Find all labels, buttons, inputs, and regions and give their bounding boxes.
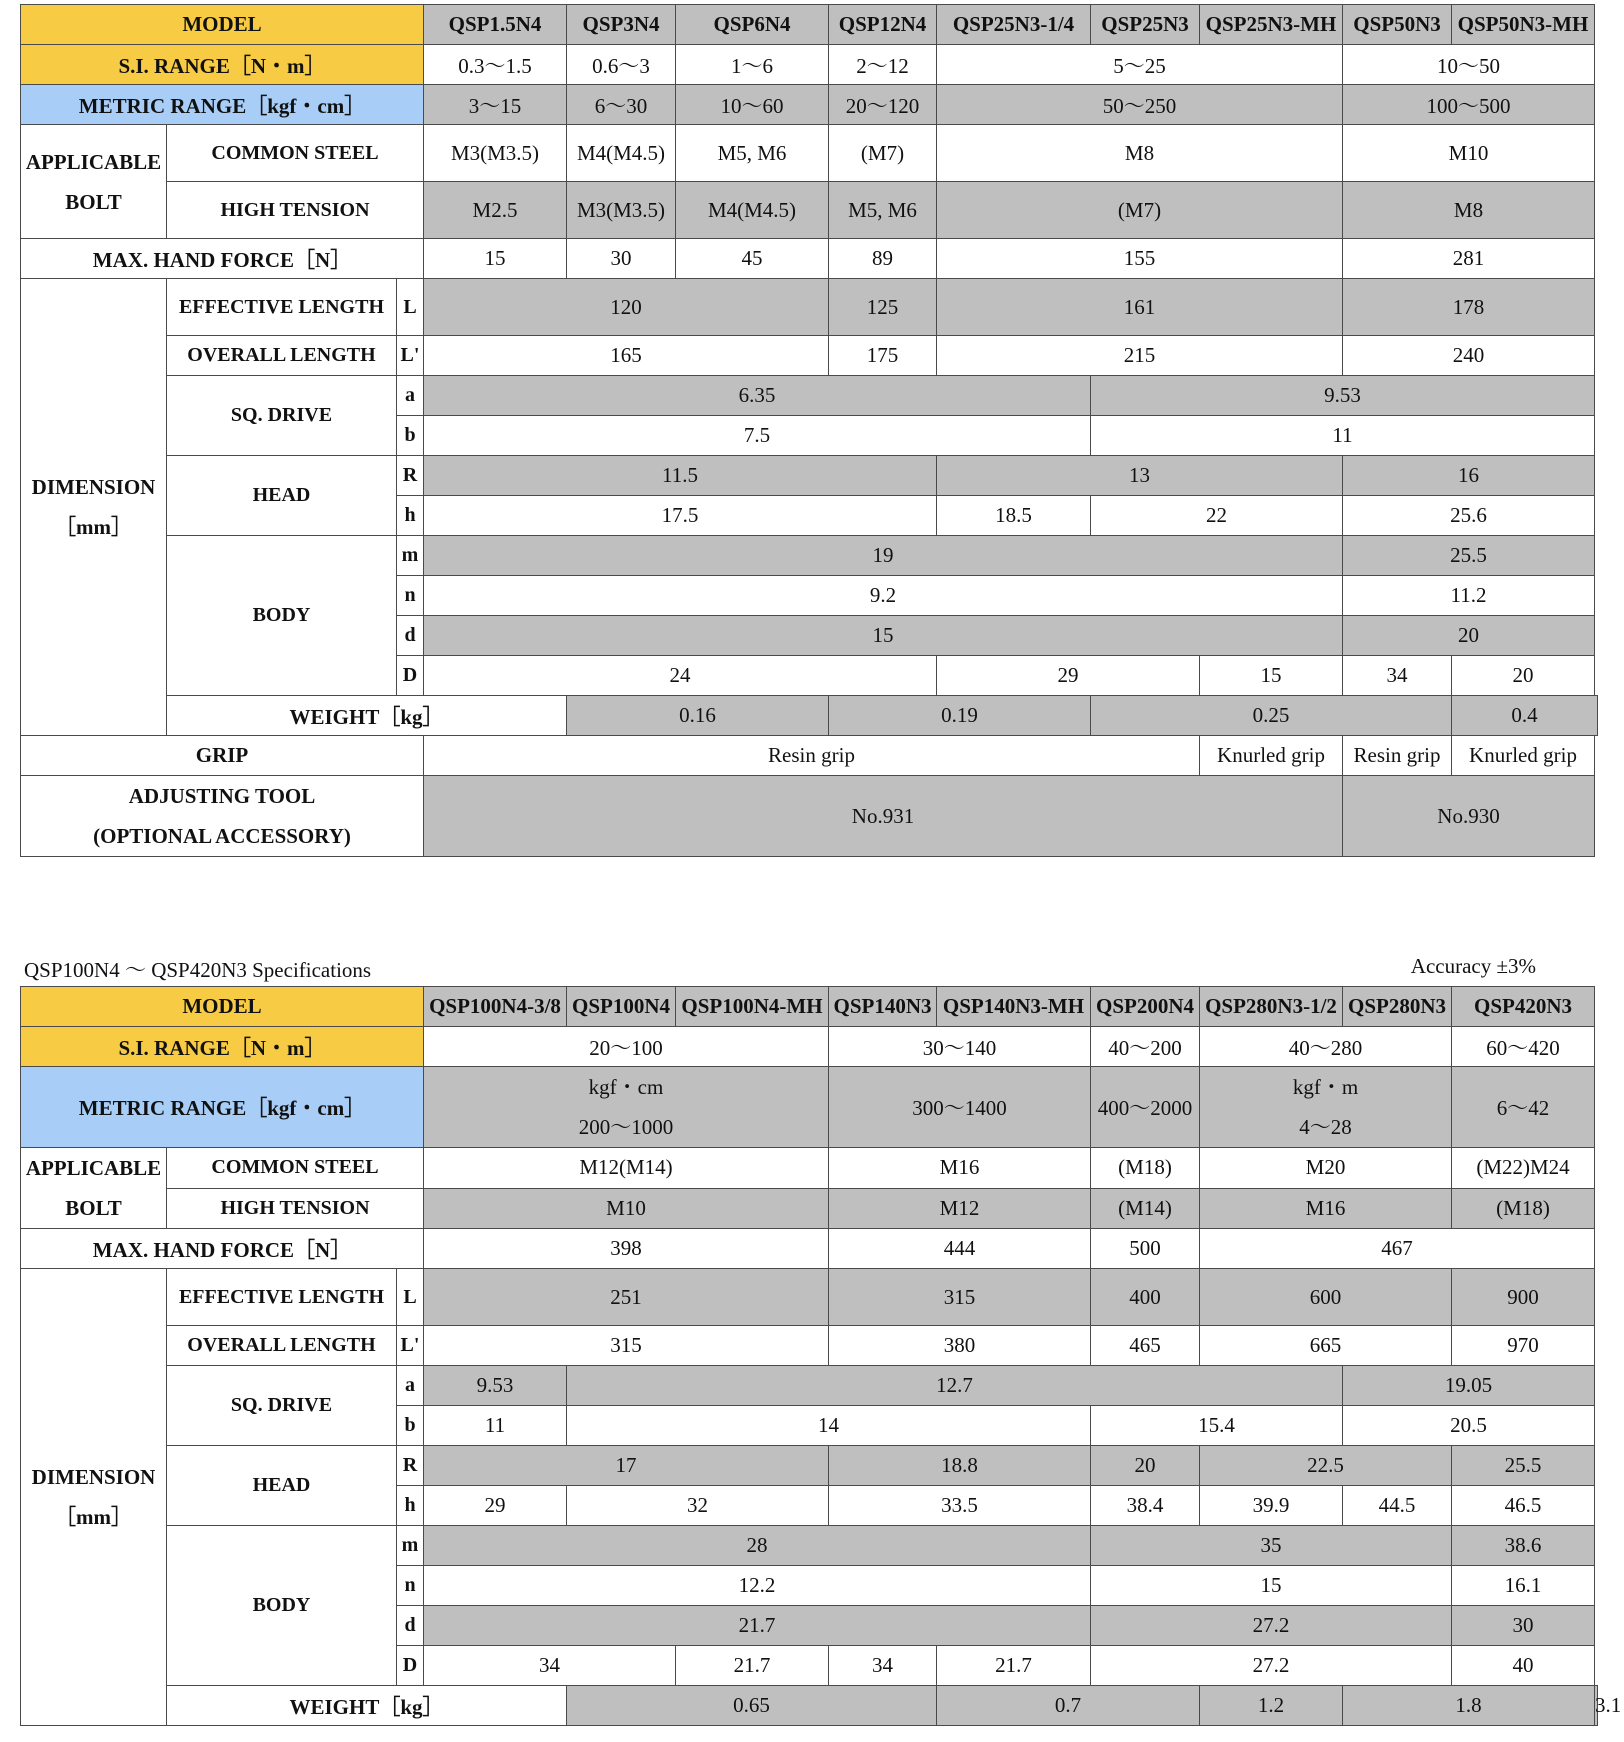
adjusting-tool-cell: No.931 — [424, 776, 1343, 857]
common-steel-cell: (M7) — [829, 125, 937, 182]
model-header: MODEL — [21, 987, 424, 1027]
body-D-cell: 21.7 — [937, 1646, 1091, 1686]
overall-length-cell: 165 — [424, 336, 829, 376]
body-m-cell: 35 — [1091, 1526, 1452, 1566]
head-h-cell: 29 — [424, 1486, 567, 1526]
effective-length-cell: 251 — [424, 1269, 829, 1326]
body-n-cell: 12.2 — [424, 1566, 1091, 1606]
head-h-cell: 46.5 — [1452, 1486, 1595, 1526]
weight-cell: 0.25 — [1091, 696, 1452, 736]
dimension-header: DIMENSION ［mm］ — [21, 1269, 167, 1726]
symbol-cell: n — [397, 1566, 424, 1606]
symbol-cell: d — [397, 1606, 424, 1646]
metric-range-cell: kgf・m 4〜28 — [1200, 1067, 1452, 1148]
sq-drive-label: SQ. DRIVE — [167, 376, 397, 456]
sq-drive-b-cell: 11 — [1091, 416, 1595, 456]
effective-length-cell: 161 — [937, 279, 1343, 336]
model-cell: QSP12N4 — [829, 5, 937, 45]
symbol-cell: R — [397, 1446, 424, 1486]
accuracy-note: Accuracy ±3% — [1410, 954, 1536, 978]
head-r-cell: 18.8 — [829, 1446, 1091, 1486]
model-cell: QSP100N4-3/8 — [424, 987, 567, 1027]
common-steel-cell: M8 — [937, 125, 1343, 182]
weight-cell: 3.1 — [1595, 1686, 1598, 1726]
body-D-cell: 29 — [937, 656, 1200, 696]
common-steel-cell: M10 — [1343, 125, 1595, 182]
si-range-cell: 0.3〜1.5 — [424, 45, 567, 85]
max-hand-force-cell: 444 — [829, 1229, 1091, 1269]
body-D-cell: 24 — [424, 656, 937, 696]
overall-length-cell: 240 — [1343, 336, 1595, 376]
common-steel-cell: M3(M3.5) — [424, 125, 567, 182]
weight-cell: 1.8 — [1343, 1686, 1595, 1726]
overall-length-cell: 665 — [1200, 1326, 1452, 1366]
si-range-cell: 1〜6 — [676, 45, 829, 85]
head-h-cell: 17.5 — [424, 496, 937, 536]
body-d-cell: 20 — [1343, 616, 1595, 656]
head-h-cell: 39.9 — [1200, 1486, 1343, 1526]
metric-range-cell: 10〜60 — [676, 85, 829, 125]
grip-cell: Resin grip — [424, 736, 1200, 776]
adjusting-tool-cell: No.930 — [1343, 776, 1595, 857]
high-tension-cell: M3(M3.5) — [567, 182, 676, 239]
model-cell: QSP140N3-MH — [937, 987, 1091, 1027]
common-steel-cell: M12(M14) — [424, 1148, 829, 1189]
symbol-cell: a — [397, 376, 424, 416]
overall-length-cell: 970 — [1452, 1326, 1595, 1366]
body-D-cell: 21.7 — [676, 1646, 829, 1686]
max-hand-force-cell: 155 — [937, 239, 1343, 279]
high-tension-cell: M12 — [829, 1188, 1091, 1229]
grip-header: GRIP — [21, 736, 424, 776]
body-label: BODY — [167, 536, 397, 696]
symbol-cell: a — [397, 1366, 424, 1406]
symbol-cell: h — [397, 496, 424, 536]
max-hand-force-cell: 467 — [1200, 1229, 1595, 1269]
si-range-cell: 40〜200 — [1091, 1027, 1200, 1067]
si-range-cell: 2〜12 — [829, 45, 937, 85]
body-m-cell: 25.5 — [1343, 536, 1595, 576]
model-cell: QSP25N3-MH — [1200, 5, 1343, 45]
max-hand-force-header: MAX. HAND FORCE［N］ — [21, 1229, 424, 1269]
head-r-cell: 20 — [1091, 1446, 1200, 1486]
overall-length-cell: 175 — [829, 336, 937, 376]
model-cell: QSP280N3 — [1343, 987, 1452, 1027]
model-cell: QSP3N4 — [567, 5, 676, 45]
head-r-cell: 13 — [937, 456, 1343, 496]
body-D-cell: 34 — [1343, 656, 1452, 696]
si-range-cell: 10〜50 — [1343, 45, 1595, 85]
head-r-cell: 16 — [1343, 456, 1595, 496]
body-d-cell: 27.2 — [1091, 1606, 1452, 1646]
grip-cell: Knurled grip — [1200, 736, 1343, 776]
high-tension-cell: M2.5 — [424, 182, 567, 239]
body-n-cell: 15 — [1091, 1566, 1452, 1606]
effective-length-label: EFFECTIVE LENGTH — [167, 279, 397, 336]
common-steel-cell: M5, M6 — [676, 125, 829, 182]
effective-length-cell: 120 — [424, 279, 829, 336]
sq-drive-a-cell: 6.35 — [424, 376, 1091, 416]
high-tension-cell: M16 — [1200, 1188, 1452, 1229]
high-tension-cell: M10 — [424, 1188, 829, 1229]
model-cell: QSP200N4 — [1091, 987, 1200, 1027]
common-steel-cell: (M22)M24 — [1452, 1148, 1595, 1189]
common-steel-cell: M16 — [829, 1148, 1091, 1189]
overall-length-cell: 465 — [1091, 1326, 1200, 1366]
symbol-cell: L — [397, 1269, 424, 1326]
body-d-cell: 15 — [424, 616, 1343, 656]
metric-range-cell: 50〜250 — [937, 85, 1343, 125]
head-label: HEAD — [167, 456, 397, 536]
body-m-cell: 28 — [424, 1526, 1091, 1566]
head-h-cell: 38.4 — [1091, 1486, 1200, 1526]
weight-cell: 0.16 — [567, 696, 829, 736]
metric-unit-note: kgf・cm — [588, 1075, 664, 1099]
symbol-cell: m — [397, 1526, 424, 1566]
high-tension-cell: (M18) — [1452, 1188, 1595, 1229]
body-D-cell: 34 — [829, 1646, 937, 1686]
max-hand-force-cell: 89 — [829, 239, 937, 279]
overall-length-cell: 380 — [829, 1326, 1091, 1366]
head-h-cell: 25.6 — [1343, 496, 1595, 536]
applicable-bolt-header: APPLICABLE BOLT — [21, 125, 167, 239]
sq-drive-b-cell: 20.5 — [1343, 1406, 1595, 1446]
body-n-cell: 9.2 — [424, 576, 1343, 616]
table-2-title: QSP100N4 〜 QSP420N3 Specifications — [24, 958, 372, 982]
effective-length-cell: 600 — [1200, 1269, 1452, 1326]
common-steel-cell: M4(M4.5) — [567, 125, 676, 182]
weight-cell: 0.19 — [829, 696, 1091, 736]
sq-drive-b-cell: 15.4 — [1091, 1406, 1343, 1446]
common-steel-cell: M20 — [1200, 1148, 1452, 1189]
body-m-cell: 38.6 — [1452, 1526, 1595, 1566]
si-range-cell: 20〜100 — [424, 1027, 829, 1067]
sq-drive-label: SQ. DRIVE — [167, 1366, 397, 1446]
metric-range-cell: 300〜1400 — [829, 1067, 1091, 1148]
body-D-cell: 34 — [424, 1646, 676, 1686]
si-range-cell: 30〜140 — [829, 1027, 1091, 1067]
effective-length-cell: 125 — [829, 279, 937, 336]
max-hand-force-cell: 500 — [1091, 1229, 1200, 1269]
metric-range-cell: 400〜2000 — [1091, 1067, 1200, 1148]
dimension-header: DIMENSION ［mm］ — [21, 279, 167, 736]
body-d-cell: 21.7 — [424, 1606, 1091, 1646]
table-2-caption — [24, 948, 1536, 984]
symbol-cell: b — [397, 1406, 424, 1446]
overall-length-cell: 315 — [424, 1326, 829, 1366]
head-h-cell: 22 — [1091, 496, 1343, 536]
effective-length-cell: 900 — [1452, 1269, 1595, 1326]
head-h-cell: 33.5 — [829, 1486, 1091, 1526]
body-D-cell: 20 — [1452, 656, 1595, 696]
symbol-cell: d — [397, 616, 424, 656]
high-tension-cell: M5, M6 — [829, 182, 937, 239]
high-tension-cell: (M7) — [937, 182, 1343, 239]
weight-cell: 0.4 — [1452, 696, 1598, 736]
metric-range-cell: 6〜42 — [1452, 1067, 1595, 1148]
max-hand-force-cell: 30 — [567, 239, 676, 279]
head-r-cell: 11.5 — [424, 456, 937, 496]
metric-range-cell: kgf・cm 200〜1000 — [424, 1067, 829, 1148]
body-D-cell: 27.2 — [1091, 1646, 1452, 1686]
body-label: BODY — [167, 1526, 397, 1686]
metric-range-header: METRIC RANGE［kgf・cm］ — [21, 85, 424, 125]
symbol-cell: n — [397, 576, 424, 616]
model-cell: QSP420N3 — [1452, 987, 1595, 1027]
overall-length-cell: 215 — [937, 336, 1343, 376]
si-range-cell: 40〜280 — [1200, 1027, 1452, 1067]
max-hand-force-cell: 15 — [424, 239, 567, 279]
body-n-cell: 16.1 — [1452, 1566, 1595, 1606]
metric-range-cell: 20〜120 — [829, 85, 937, 125]
model-cell: QSP25N3-1/4 — [937, 5, 1091, 45]
model-cell: QSP50N3-MH — [1452, 5, 1595, 45]
sq-drive-a-cell: 9.53 — [424, 1366, 567, 1406]
model-cell: QSP25N3 — [1091, 5, 1200, 45]
head-h-cell: 32 — [567, 1486, 829, 1526]
model-cell: QSP50N3 — [1343, 5, 1452, 45]
symbol-cell: L' — [397, 336, 424, 376]
common-steel-label: COMMON STEEL — [167, 1148, 424, 1189]
si-range-header: S.I. RANGE［N・m］ — [21, 1027, 424, 1067]
overall-length-label: OVERALL LENGTH — [167, 1326, 397, 1366]
effective-length-cell: 178 — [1343, 279, 1595, 336]
max-hand-force-cell: 398 — [424, 1229, 829, 1269]
high-tension-label: HIGH TENSION — [167, 1188, 424, 1229]
sq-drive-b-cell: 7.5 — [424, 416, 1091, 456]
spec-table-qsp100n4-to-qsp420n3 — [20, 986, 1622, 1726]
body-d-cell: 30 — [1452, 1606, 1595, 1646]
sq-drive-a-cell: 9.53 — [1091, 376, 1595, 416]
si-range-cell: 60〜420 — [1452, 1027, 1595, 1067]
symbol-cell: m — [397, 536, 424, 576]
symbol-cell: h — [397, 1486, 424, 1526]
symbol-cell: D — [397, 656, 424, 696]
max-hand-force-cell: 45 — [676, 239, 829, 279]
effective-length-cell: 315 — [829, 1269, 1091, 1326]
head-r-cell: 17 — [424, 1446, 829, 1486]
symbol-cell: L' — [397, 1326, 424, 1366]
head-label: HEAD — [167, 1446, 397, 1526]
model-cell: QSP100N4 — [567, 987, 676, 1027]
sq-drive-a-cell: 12.7 — [567, 1366, 1343, 1406]
grip-cell: Resin grip — [1343, 736, 1452, 776]
si-range-header: S.I. RANGE［N・m］ — [21, 45, 424, 85]
overall-length-label: OVERALL LENGTH — [167, 336, 397, 376]
body-m-cell: 19 — [424, 536, 1343, 576]
spec-table-qsp1-5n4-to-qsp50n3-mh — [20, 4, 1598, 857]
metric-range-cell: 3〜15 — [424, 85, 567, 125]
symbol-cell: D — [397, 1646, 424, 1686]
body-D-cell: 40 — [1452, 1646, 1595, 1686]
model-cell: QSP140N3 — [829, 987, 937, 1027]
si-range-cell: 5〜25 — [937, 45, 1343, 85]
high-tension-cell: M4(M4.5) — [676, 182, 829, 239]
head-h-cell: 18.5 — [937, 496, 1091, 536]
body-D-cell: 15 — [1200, 656, 1343, 696]
sq-drive-b-cell: 11 — [424, 1406, 567, 1446]
grip-cell: Knurled grip — [1452, 736, 1595, 776]
symbol-cell: L — [397, 279, 424, 336]
adjusting-tool-header: ADJUSTING TOOL (OPTIONAL ACCESSORY) — [21, 776, 424, 857]
applicable-bolt-header: APPLICABLE BOLT — [21, 1148, 167, 1229]
weight-header: WEIGHT［kg］ — [167, 1686, 567, 1726]
weight-header: WEIGHT［kg］ — [167, 696, 567, 736]
sq-drive-b-cell: 14 — [567, 1406, 1091, 1446]
metric-unit-note: kgf・m — [1292, 1075, 1359, 1099]
si-range-cell: 0.6〜3 — [567, 45, 676, 85]
model-cell: QSP1.5N4 — [424, 5, 567, 45]
spec-table-1-container — [20, 4, 1598, 857]
max-hand-force-header: MAX. HAND FORCE［N］ — [21, 239, 424, 279]
head-r-cell: 25.5 — [1452, 1446, 1595, 1486]
effective-length-label: EFFECTIVE LENGTH — [167, 1269, 397, 1326]
sq-drive-a-cell: 19.05 — [1343, 1366, 1595, 1406]
weight-cell: 1.2 — [1200, 1686, 1343, 1726]
effective-length-cell: 400 — [1091, 1269, 1200, 1326]
metric-range-cell: 100〜500 — [1343, 85, 1595, 125]
high-tension-cell: (M14) — [1091, 1188, 1200, 1229]
weight-cell: 0.7 — [937, 1686, 1200, 1726]
high-tension-cell: M8 — [1343, 182, 1595, 239]
metric-range-cell: 6〜30 — [567, 85, 676, 125]
model-cell: QSP280N3-1/2 — [1200, 987, 1343, 1027]
model-cell: QSP100N4-MH — [676, 987, 829, 1027]
symbol-cell: b — [397, 416, 424, 456]
head-r-cell: 22.5 — [1200, 1446, 1452, 1486]
head-h-cell: 44.5 — [1343, 1486, 1452, 1526]
high-tension-label: HIGH TENSION — [167, 182, 424, 239]
weight-cell: 0.65 — [567, 1686, 937, 1726]
spec-table-2-container — [20, 986, 1622, 1726]
body-n-cell: 11.2 — [1343, 576, 1595, 616]
model-header: MODEL — [21, 5, 424, 45]
model-cell: QSP6N4 — [676, 5, 829, 45]
metric-range-header: METRIC RANGE［kgf・cm］ — [21, 1067, 424, 1148]
common-steel-label: COMMON STEEL — [167, 125, 424, 182]
symbol-cell: R — [397, 456, 424, 496]
max-hand-force-cell: 281 — [1343, 239, 1595, 279]
common-steel-cell: (M18) — [1091, 1148, 1200, 1189]
